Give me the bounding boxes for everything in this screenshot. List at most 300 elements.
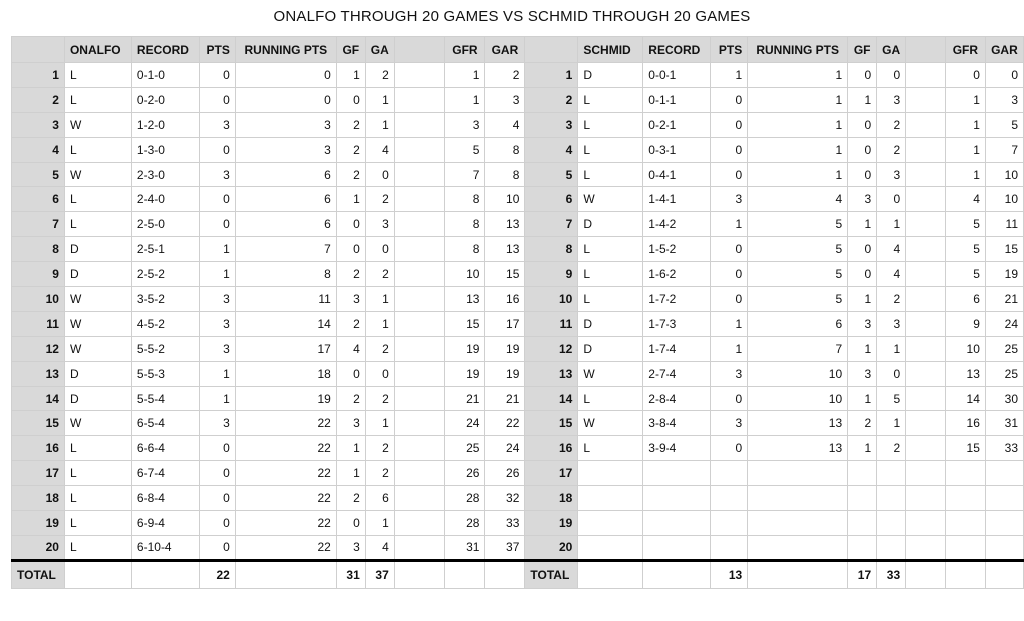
onalfo-gfr: 31 xyxy=(445,535,485,560)
game-number: 9 xyxy=(12,262,65,287)
game-number: 6 xyxy=(12,187,65,212)
onalfo-result: D xyxy=(64,361,131,386)
table-row xyxy=(12,63,1024,88)
onalfo-pts: 0 xyxy=(199,187,235,212)
onalfo-result: L xyxy=(64,63,131,88)
schmid-gar: 10 xyxy=(985,162,1023,187)
onalfo-gar: 4 xyxy=(485,112,525,137)
total-label-right: TOTAL xyxy=(525,560,578,588)
schmid-record: 3-8-4 xyxy=(643,411,711,436)
onalfo-pts: 3 xyxy=(199,311,235,336)
table-row xyxy=(12,287,1024,312)
gap-cell xyxy=(394,461,445,486)
onalfo-running-pts: 0 xyxy=(235,63,336,88)
schmid-gf: 0 xyxy=(848,237,877,262)
onalfo-record: 2-5-1 xyxy=(131,237,199,262)
schmid-pts: 3 xyxy=(711,187,748,212)
onalfo-result: W xyxy=(64,311,131,336)
schmid-result: D xyxy=(578,63,643,88)
page-title: ONALFO THROUGH 20 GAMES VS SCHMID THROUGH 20 GAMES xyxy=(273,8,751,25)
table-row xyxy=(12,212,1024,237)
schmid-result: L xyxy=(578,112,643,137)
onalfo-gf: 3 xyxy=(336,411,365,436)
schmid-record xyxy=(643,535,711,560)
onalfo-gar: 13 xyxy=(485,237,525,262)
schmid-gf: 1 xyxy=(848,287,877,312)
schmid-gar: 5 xyxy=(985,112,1023,137)
schmid-gfr: 16 xyxy=(945,411,985,436)
game-number-right: 10 xyxy=(525,287,578,312)
game-number: 17 xyxy=(12,461,65,486)
game-number-right: 6 xyxy=(525,187,578,212)
schmid-result xyxy=(578,535,643,560)
schmid-ga: 5 xyxy=(877,386,906,411)
schmid-pts: 1 xyxy=(711,212,748,237)
schmid-result: L xyxy=(578,162,643,187)
schmid-record: 1-7-4 xyxy=(643,336,711,361)
schmid-pts: 0 xyxy=(711,262,748,287)
schmid-gf: 0 xyxy=(848,63,877,88)
onalfo-ga: 2 xyxy=(365,436,394,461)
schmid-running-pts: 5 xyxy=(748,237,848,262)
onalfo-result: L xyxy=(64,87,131,112)
onalfo-pts: 1 xyxy=(199,262,235,287)
schmid-gfr xyxy=(945,461,985,486)
header-gf: GF xyxy=(336,37,365,63)
game-number-right: 8 xyxy=(525,237,578,262)
game-number: 11 xyxy=(12,311,65,336)
schmid-running-pts: 5 xyxy=(748,262,848,287)
table-row xyxy=(12,87,1024,112)
game-number-right: 3 xyxy=(525,112,578,137)
schmid-gf: 1 xyxy=(848,436,877,461)
schmid-gfr: 0 xyxy=(945,63,985,88)
schmid-gfr xyxy=(945,511,985,536)
schmid-gfr xyxy=(945,535,985,560)
onalfo-pts: 0 xyxy=(199,436,235,461)
schmid-running-pts: 1 xyxy=(748,87,848,112)
total-ga-left: 37 xyxy=(365,560,394,588)
gap-cell xyxy=(394,311,445,336)
table-row xyxy=(12,162,1024,187)
gap-cell xyxy=(394,212,445,237)
schmid-gfr: 1 xyxy=(945,87,985,112)
table-row xyxy=(12,461,1024,486)
schmid-pts: 0 xyxy=(711,237,748,262)
header-running-pts-right: RUNNING PTS xyxy=(748,37,848,63)
table-row xyxy=(12,386,1024,411)
schmid-ga: 3 xyxy=(877,87,906,112)
onalfo-running-pts: 14 xyxy=(235,311,336,336)
onalfo-ga: 2 xyxy=(365,386,394,411)
gap-cell xyxy=(394,336,445,361)
schmid-ga: 3 xyxy=(877,311,906,336)
header-blank xyxy=(12,37,65,63)
onalfo-gf: 2 xyxy=(336,262,365,287)
gap-cell xyxy=(906,535,946,560)
total-gf-left: 31 xyxy=(336,560,365,588)
gap-cell xyxy=(906,511,946,536)
schmid-record: 2-7-4 xyxy=(643,361,711,386)
schmid-result: L xyxy=(578,237,643,262)
onalfo-gfr: 15 xyxy=(445,311,485,336)
schmid-gfr xyxy=(945,486,985,511)
game-number: 8 xyxy=(12,237,65,262)
onalfo-gf: 1 xyxy=(336,63,365,88)
gap-cell xyxy=(906,162,946,187)
onalfo-ga: 1 xyxy=(365,287,394,312)
onalfo-pts: 0 xyxy=(199,87,235,112)
onalfo-gf: 0 xyxy=(336,87,365,112)
gap-cell xyxy=(906,436,946,461)
schmid-result: L xyxy=(578,87,643,112)
onalfo-running-pts: 6 xyxy=(235,212,336,237)
onalfo-running-pts: 22 xyxy=(235,436,336,461)
schmid-gfr: 1 xyxy=(945,137,985,162)
onalfo-record: 2-4-0 xyxy=(131,187,199,212)
schmid-pts: 0 xyxy=(711,112,748,137)
schmid-gf: 0 xyxy=(848,162,877,187)
schmid-gar: 10 xyxy=(985,187,1023,212)
onalfo-record: 6-10-4 xyxy=(131,535,199,560)
onalfo-running-pts: 22 xyxy=(235,511,336,536)
game-number-right: 2 xyxy=(525,87,578,112)
onalfo-result: W xyxy=(64,411,131,436)
onalfo-ga: 0 xyxy=(365,237,394,262)
onalfo-result: W xyxy=(64,287,131,312)
gap-cell xyxy=(906,237,946,262)
schmid-gfr: 9 xyxy=(945,311,985,336)
onalfo-running-pts: 3 xyxy=(235,112,336,137)
schmid-pts: 0 xyxy=(711,287,748,312)
schmid-running-pts: 10 xyxy=(748,361,848,386)
schmid-pts: 0 xyxy=(711,87,748,112)
schmid-gar: 7 xyxy=(985,137,1023,162)
onalfo-running-pts: 22 xyxy=(235,461,336,486)
game-number: 5 xyxy=(12,162,65,187)
schmid-running-pts: 1 xyxy=(748,137,848,162)
schmid-gf xyxy=(848,511,877,536)
onalfo-pts: 3 xyxy=(199,162,235,187)
table-row xyxy=(12,436,1024,461)
onalfo-gar: 32 xyxy=(485,486,525,511)
schmid-pts xyxy=(711,511,748,536)
game-number-right: 14 xyxy=(525,386,578,411)
onalfo-pts: 3 xyxy=(199,112,235,137)
game-number-right: 1 xyxy=(525,63,578,88)
table-row xyxy=(12,262,1024,287)
gap-cell xyxy=(906,386,946,411)
schmid-running-pts: 5 xyxy=(748,287,848,312)
schmid-pts xyxy=(711,535,748,560)
onalfo-ga: 1 xyxy=(365,311,394,336)
schmid-result: W xyxy=(578,411,643,436)
onalfo-pts: 3 xyxy=(199,411,235,436)
schmid-gar: 3 xyxy=(985,87,1023,112)
onalfo-record: 6-5-4 xyxy=(131,411,199,436)
schmid-ga: 1 xyxy=(877,212,906,237)
gap-cell xyxy=(394,386,445,411)
schmid-pts: 1 xyxy=(711,336,748,361)
schmid-ga: 2 xyxy=(877,137,906,162)
onalfo-gf: 0 xyxy=(336,511,365,536)
onalfo-gfr: 19 xyxy=(445,361,485,386)
schmid-gfr: 5 xyxy=(945,237,985,262)
onalfo-result: L xyxy=(64,511,131,536)
onalfo-ga: 2 xyxy=(365,63,394,88)
schmid-record: 0-4-1 xyxy=(643,162,711,187)
schmid-ga xyxy=(877,535,906,560)
schmid-pts xyxy=(711,461,748,486)
onalfo-record: 1-3-0 xyxy=(131,137,199,162)
onalfo-pts: 1 xyxy=(199,361,235,386)
schmid-ga xyxy=(877,461,906,486)
schmid-result: L xyxy=(578,386,643,411)
onalfo-ga: 2 xyxy=(365,262,394,287)
onalfo-pts: 0 xyxy=(199,137,235,162)
onalfo-gf: 4 xyxy=(336,336,365,361)
onalfo-pts: 3 xyxy=(199,336,235,361)
total-label-left: TOTAL xyxy=(12,560,65,588)
schmid-record: 0-1-1 xyxy=(643,87,711,112)
onalfo-gf: 2 xyxy=(336,162,365,187)
onalfo-ga: 2 xyxy=(365,461,394,486)
onalfo-gar: 19 xyxy=(485,336,525,361)
onalfo-gar: 26 xyxy=(485,461,525,486)
header-ga: GA xyxy=(365,37,394,63)
schmid-gfr: 10 xyxy=(945,336,985,361)
schmid-gfr: 13 xyxy=(945,361,985,386)
schmid-ga xyxy=(877,511,906,536)
schmid-record xyxy=(643,461,711,486)
onalfo-gar: 24 xyxy=(485,436,525,461)
onalfo-gar: 17 xyxy=(485,311,525,336)
onalfo-gfr: 26 xyxy=(445,461,485,486)
schmid-gar: 0 xyxy=(985,63,1023,88)
schmid-gfr: 5 xyxy=(945,212,985,237)
onalfo-result: L xyxy=(64,137,131,162)
onalfo-result: D xyxy=(64,262,131,287)
gap-cell xyxy=(906,461,946,486)
schmid-ga: 2 xyxy=(877,436,906,461)
onalfo-running-pts: 6 xyxy=(235,162,336,187)
onalfo-running-pts: 19 xyxy=(235,386,336,411)
schmid-record: 1-6-2 xyxy=(643,262,711,287)
onalfo-gfr: 8 xyxy=(445,237,485,262)
total-pts-right: 13 xyxy=(711,560,748,588)
onalfo-gfr: 5 xyxy=(445,137,485,162)
onalfo-gfr: 10 xyxy=(445,262,485,287)
onalfo-record: 3-5-2 xyxy=(131,287,199,312)
onalfo-pts: 3 xyxy=(199,287,235,312)
schmid-running-pts: 13 xyxy=(748,411,848,436)
header-blank-right xyxy=(525,37,578,63)
header-gap xyxy=(394,37,445,63)
onalfo-gf: 2 xyxy=(336,486,365,511)
schmid-gar xyxy=(985,535,1023,560)
schmid-gf: 0 xyxy=(848,137,877,162)
schmid-running-pts: 4 xyxy=(748,187,848,212)
onalfo-running-pts: 22 xyxy=(235,411,336,436)
schmid-gf xyxy=(848,461,877,486)
schmid-gar: 33 xyxy=(985,436,1023,461)
onalfo-running-pts: 7 xyxy=(235,237,336,262)
game-number: 2 xyxy=(12,87,65,112)
onalfo-gar: 33 xyxy=(485,511,525,536)
schmid-result: L xyxy=(578,287,643,312)
schmid-result: W xyxy=(578,187,643,212)
onalfo-gar: 13 xyxy=(485,212,525,237)
gap-cell xyxy=(906,336,946,361)
onalfo-pts: 0 xyxy=(199,535,235,560)
game-number-right: 20 xyxy=(525,535,578,560)
game-number-right: 12 xyxy=(525,336,578,361)
schmid-ga: 1 xyxy=(877,411,906,436)
onalfo-gf: 3 xyxy=(336,535,365,560)
schmid-running-pts xyxy=(748,511,848,536)
gap-cell xyxy=(394,535,445,560)
header-row xyxy=(12,37,1024,63)
schmid-gar: 11 xyxy=(985,212,1023,237)
header-onalfo: ONALFO xyxy=(64,37,131,63)
onalfo-gf: 2 xyxy=(336,137,365,162)
gap-cell xyxy=(394,63,445,88)
onalfo-result: L xyxy=(64,486,131,511)
game-number: 10 xyxy=(12,287,65,312)
schmid-record: 1-5-2 xyxy=(643,237,711,262)
schmid-result: D xyxy=(578,212,643,237)
onalfo-result: L xyxy=(64,212,131,237)
total-gf-right: 17 xyxy=(848,560,877,588)
schmid-pts: 0 xyxy=(711,386,748,411)
schmid-gfr: 6 xyxy=(945,287,985,312)
onalfo-gar: 8 xyxy=(485,162,525,187)
game-number: 1 xyxy=(12,63,65,88)
onalfo-pts: 0 xyxy=(199,63,235,88)
schmid-gfr: 1 xyxy=(945,162,985,187)
game-number: 13 xyxy=(12,361,65,386)
game-number-right: 5 xyxy=(525,162,578,187)
schmid-result: W xyxy=(578,361,643,386)
schmid-gf: 0 xyxy=(848,112,877,137)
gap-cell xyxy=(394,87,445,112)
onalfo-ga: 4 xyxy=(365,137,394,162)
schmid-result: D xyxy=(578,336,643,361)
onalfo-running-pts: 6 xyxy=(235,187,336,212)
schmid-gf: 2 xyxy=(848,411,877,436)
schmid-gar: 25 xyxy=(985,336,1023,361)
gap-cell xyxy=(394,486,445,511)
header-gap-right xyxy=(906,37,946,63)
schmid-gfr: 5 xyxy=(945,262,985,287)
onalfo-pts: 0 xyxy=(199,511,235,536)
header-pts: PTS xyxy=(199,37,235,63)
header-pts-right: PTS xyxy=(711,37,748,63)
gap-cell xyxy=(906,212,946,237)
schmid-ga: 2 xyxy=(877,112,906,137)
schmid-pts: 1 xyxy=(711,311,748,336)
onalfo-result: D xyxy=(64,237,131,262)
schmid-gfr: 1 xyxy=(945,112,985,137)
schmid-running-pts: 6 xyxy=(748,311,848,336)
game-number-right: 18 xyxy=(525,486,578,511)
schmid-record: 0-0-1 xyxy=(643,63,711,88)
schmid-running-pts: 5 xyxy=(748,212,848,237)
table-row xyxy=(12,511,1024,536)
schmid-ga: 4 xyxy=(877,237,906,262)
comparison-table xyxy=(11,36,1024,589)
schmid-ga: 0 xyxy=(877,187,906,212)
schmid-record: 2-8-4 xyxy=(643,386,711,411)
schmid-pts xyxy=(711,486,748,511)
game-number: 3 xyxy=(12,112,65,137)
onalfo-ga: 4 xyxy=(365,535,394,560)
schmid-gf xyxy=(848,535,877,560)
onalfo-ga: 1 xyxy=(365,411,394,436)
total-pts-left: 22 xyxy=(199,560,235,588)
onalfo-ga: 1 xyxy=(365,87,394,112)
game-number-right: 15 xyxy=(525,411,578,436)
game-number-right: 19 xyxy=(525,511,578,536)
schmid-record: 1-7-3 xyxy=(643,311,711,336)
schmid-gar: 19 xyxy=(985,262,1023,287)
schmid-gfr: 4 xyxy=(945,187,985,212)
schmid-gf: 0 xyxy=(848,262,877,287)
onalfo-ga: 6 xyxy=(365,486,394,511)
game-number: 15 xyxy=(12,411,65,436)
onalfo-gfr: 13 xyxy=(445,287,485,312)
schmid-gf xyxy=(848,486,877,511)
header-record-right: RECORD xyxy=(643,37,711,63)
game-number-right: 16 xyxy=(525,436,578,461)
gap-cell xyxy=(906,187,946,212)
onalfo-result: L xyxy=(64,461,131,486)
schmid-gf: 1 xyxy=(848,212,877,237)
onalfo-result: L xyxy=(64,187,131,212)
table-row xyxy=(12,311,1024,336)
schmid-record: 1-7-2 xyxy=(643,287,711,312)
onalfo-record: 2-5-2 xyxy=(131,262,199,287)
onalfo-result: D xyxy=(64,386,131,411)
schmid-result xyxy=(578,486,643,511)
onalfo-ga: 0 xyxy=(365,361,394,386)
onalfo-pts: 0 xyxy=(199,212,235,237)
onalfo-gar: 8 xyxy=(485,137,525,162)
gap-cell xyxy=(394,436,445,461)
gap-cell xyxy=(906,262,946,287)
schmid-ga: 4 xyxy=(877,262,906,287)
onalfo-gf: 0 xyxy=(336,237,365,262)
onalfo-pts: 1 xyxy=(199,386,235,411)
schmid-ga: 2 xyxy=(877,287,906,312)
onalfo-running-pts: 0 xyxy=(235,87,336,112)
onalfo-result: W xyxy=(64,112,131,137)
onalfo-record: 6-6-4 xyxy=(131,436,199,461)
schmid-gar: 30 xyxy=(985,386,1023,411)
schmid-pts: 0 xyxy=(711,162,748,187)
schmid-gfr: 14 xyxy=(945,386,985,411)
header-gfr: GFR xyxy=(445,37,485,63)
header-running-pts: RUNNING PTS xyxy=(235,37,336,63)
onalfo-record: 0-2-0 xyxy=(131,87,199,112)
onalfo-result: W xyxy=(64,336,131,361)
gap-cell xyxy=(906,311,946,336)
gap-cell xyxy=(394,262,445,287)
onalfo-gfr: 7 xyxy=(445,162,485,187)
schmid-record xyxy=(643,486,711,511)
schmid-running-pts xyxy=(748,461,848,486)
game-number: 16 xyxy=(12,436,65,461)
